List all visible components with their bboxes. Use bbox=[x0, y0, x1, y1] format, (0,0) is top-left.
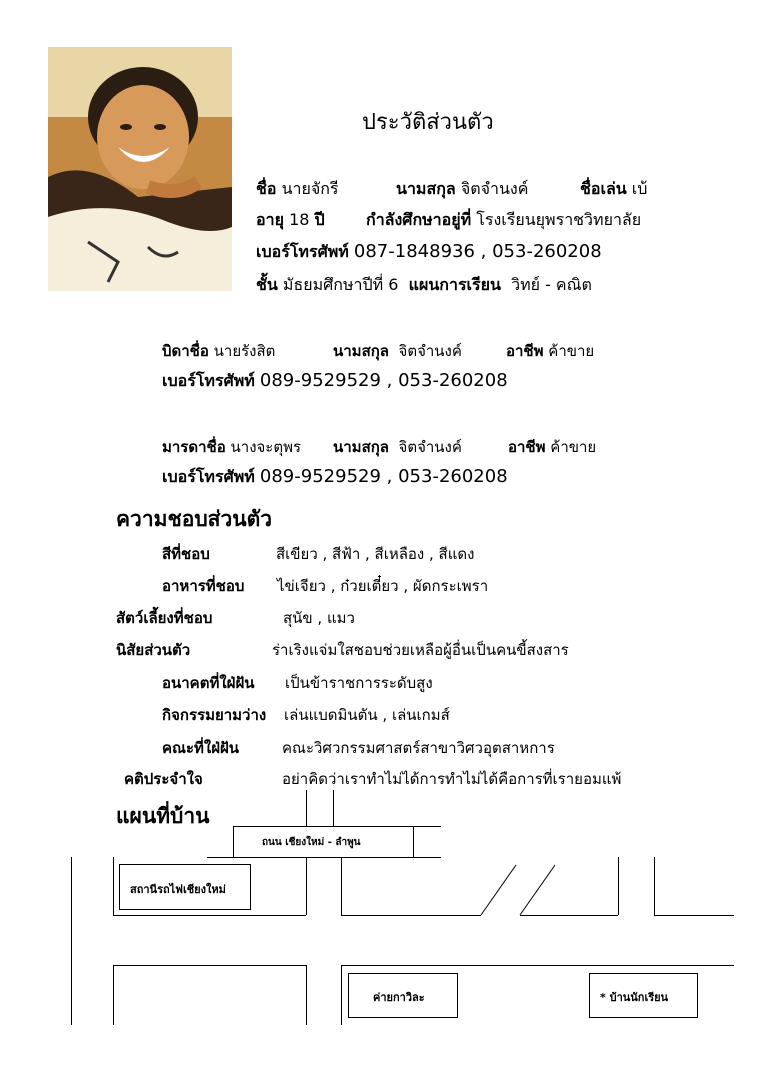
father-phone-row bbox=[162, 369, 508, 394]
food-value: ไข่เจียว , ก๋วยเตี๋ยว , ผัดกระเพรา bbox=[277, 577, 489, 595]
future-label: อนาคตที่ใฝ่ฝัน bbox=[162, 674, 255, 692]
name-value: นายจักรี bbox=[281, 179, 339, 198]
food-label: อาหารที่ชอบ bbox=[162, 577, 245, 595]
father-surname-label: นามสกุล bbox=[333, 342, 389, 360]
mother-name-row bbox=[162, 435, 301, 459]
mother-surname-value: จิตจำนงค์ bbox=[398, 438, 462, 456]
hobbies-heading: ความชอบส่วนตัว bbox=[116, 507, 273, 531]
mother-surname-row bbox=[333, 435, 462, 459]
portrait-illustration bbox=[48, 47, 232, 291]
mother-phone-value: 089-9529529 , 053-260208 bbox=[259, 466, 508, 487]
mother-job-label: อาชีพ bbox=[508, 438, 546, 456]
name-label: ชื่อ bbox=[256, 179, 277, 198]
mother-phone-row bbox=[162, 465, 508, 490]
habit-label: นิสัยส่วนตัว bbox=[116, 641, 191, 659]
color-label: สีที่ชอบ bbox=[162, 545, 210, 563]
age-unit: ปี bbox=[314, 210, 325, 229]
school-label: กำลังศึกษาอยู่ที่ bbox=[366, 210, 472, 229]
home-box bbox=[589, 973, 698, 1018]
student-nickname-row bbox=[580, 177, 647, 202]
profile-photo bbox=[48, 47, 232, 291]
map-heading: แผนที่บ้าน bbox=[116, 804, 210, 828]
mother-job-row bbox=[508, 435, 596, 459]
father-phone-value: 089-9529529 , 053-260208 bbox=[259, 370, 508, 391]
color-value: สีเขียว , สีฟ้า , สีเหลือง , สีแดง bbox=[276, 545, 475, 563]
future-value: เป็นข้าราชการระดับสูง bbox=[285, 674, 433, 692]
map-line bbox=[654, 857, 655, 915]
map-line bbox=[654, 915, 734, 916]
mother-name-value: นางจะตุพร bbox=[230, 438, 302, 456]
station-box bbox=[119, 864, 251, 910]
phone-value: 087-1848936 , 053-260208 bbox=[353, 241, 602, 262]
mother-surname-label: นามสกุล bbox=[333, 438, 389, 456]
map-line bbox=[413, 826, 414, 857]
station-label: สถานีรถไฟเชียงใหม่ bbox=[130, 883, 226, 896]
camp-box bbox=[348, 973, 458, 1018]
map-line bbox=[71, 857, 72, 1025]
map-line bbox=[341, 965, 342, 1025]
student-grade-row bbox=[256, 273, 592, 298]
student-name-row bbox=[256, 177, 339, 202]
leisure-label: กิจกรรมยามว่าง bbox=[162, 706, 267, 724]
father-job-value: ค้าขาย bbox=[548, 342, 595, 360]
phone-label: เบอร์โทรศัพท์ bbox=[256, 242, 349, 261]
student-age-row bbox=[256, 208, 325, 233]
home-label: * บ้านนักเรียน bbox=[600, 991, 669, 1004]
father-name-label: บิดาชื่อ bbox=[162, 342, 209, 360]
nickname-label: ชื่อเล่น bbox=[580, 179, 627, 198]
map-line bbox=[113, 965, 114, 1025]
student-school-row bbox=[366, 208, 641, 233]
grade-label: ชั้น bbox=[256, 275, 278, 294]
age-label: อายุ bbox=[256, 210, 284, 229]
faculty-value: คณะวิศวกรรมศาสตร์สาขาวิศวอุตสาหการ bbox=[282, 739, 555, 757]
map-line bbox=[341, 965, 734, 966]
father-surname-row bbox=[333, 339, 462, 363]
road-label: ถนน เชียงใหม่ - ลำพูน bbox=[262, 837, 361, 848]
father-surname-value: จิตจำนงค์ bbox=[398, 342, 462, 360]
map-line bbox=[113, 915, 306, 916]
habit-value: ร่าเริงแจ่มใสชอบช่วยเหลือผู้อื่นเป็นคนขี้สงสาร bbox=[272, 641, 569, 659]
map-line bbox=[306, 965, 307, 1025]
program-label: แผนการเรียน bbox=[408, 275, 501, 294]
surname-label: นามสกุล bbox=[396, 179, 456, 198]
diagonal-road-lines bbox=[476, 862, 566, 918]
map-line bbox=[306, 857, 307, 915]
map-line bbox=[207, 857, 441, 858]
grade-value: มัธยมศึกษาปีที่ 6 bbox=[282, 275, 399, 294]
map-line bbox=[113, 965, 306, 966]
motto-label: คติประจำใจ bbox=[124, 770, 203, 788]
mother-name-label: มารดาชื่อ bbox=[162, 438, 226, 456]
mother-phone-label: เบอร์โทรศัพท์ bbox=[162, 467, 255, 486]
age-value: 18 bbox=[289, 210, 310, 229]
map-line bbox=[341, 857, 342, 915]
father-phone-label: เบอร์โทรศัพท์ bbox=[162, 371, 255, 390]
father-name-value: นายรังสิต bbox=[213, 342, 276, 360]
student-surname-row bbox=[396, 177, 528, 202]
father-name-row bbox=[162, 339, 275, 363]
map-line bbox=[618, 857, 619, 915]
school-value: โรงเรียนยุพราชวิทยาลัย bbox=[476, 210, 642, 229]
father-job-row bbox=[506, 339, 594, 363]
map-line bbox=[333, 790, 334, 826]
nickname-value: เบ้ bbox=[631, 179, 648, 198]
program-value: วิทย์ - คณิต bbox=[511, 275, 592, 294]
map-line bbox=[306, 790, 307, 826]
map-line bbox=[233, 826, 441, 827]
pet-value: สุนัข , แมว bbox=[283, 609, 355, 627]
map-line bbox=[341, 915, 481, 916]
father-job-label: อาชีพ bbox=[506, 342, 544, 360]
map-line bbox=[233, 826, 234, 857]
map-line bbox=[113, 857, 114, 915]
motto-value: อย่าคิดว่าเราทำไม่ได้การทำไม่ได้คือการที่เรายอมแพ้ bbox=[282, 770, 622, 788]
student-phone-row bbox=[256, 240, 602, 265]
pet-label: สัตว์เลี้ยงที่ชอบ bbox=[116, 609, 213, 627]
surname-value: จิตจำนงค์ bbox=[460, 179, 529, 198]
faculty-label: คณะที่ใฝ่ฝัน bbox=[162, 739, 240, 757]
mother-job-value: ค้าขาย bbox=[550, 438, 597, 456]
leisure-value: เล่นแบดมินตัน , เล่นเกมส์ bbox=[284, 706, 450, 724]
page-title: ประวัติส่วนตัว bbox=[362, 110, 494, 135]
camp-label: ค่ายกาวิละ bbox=[373, 991, 425, 1004]
